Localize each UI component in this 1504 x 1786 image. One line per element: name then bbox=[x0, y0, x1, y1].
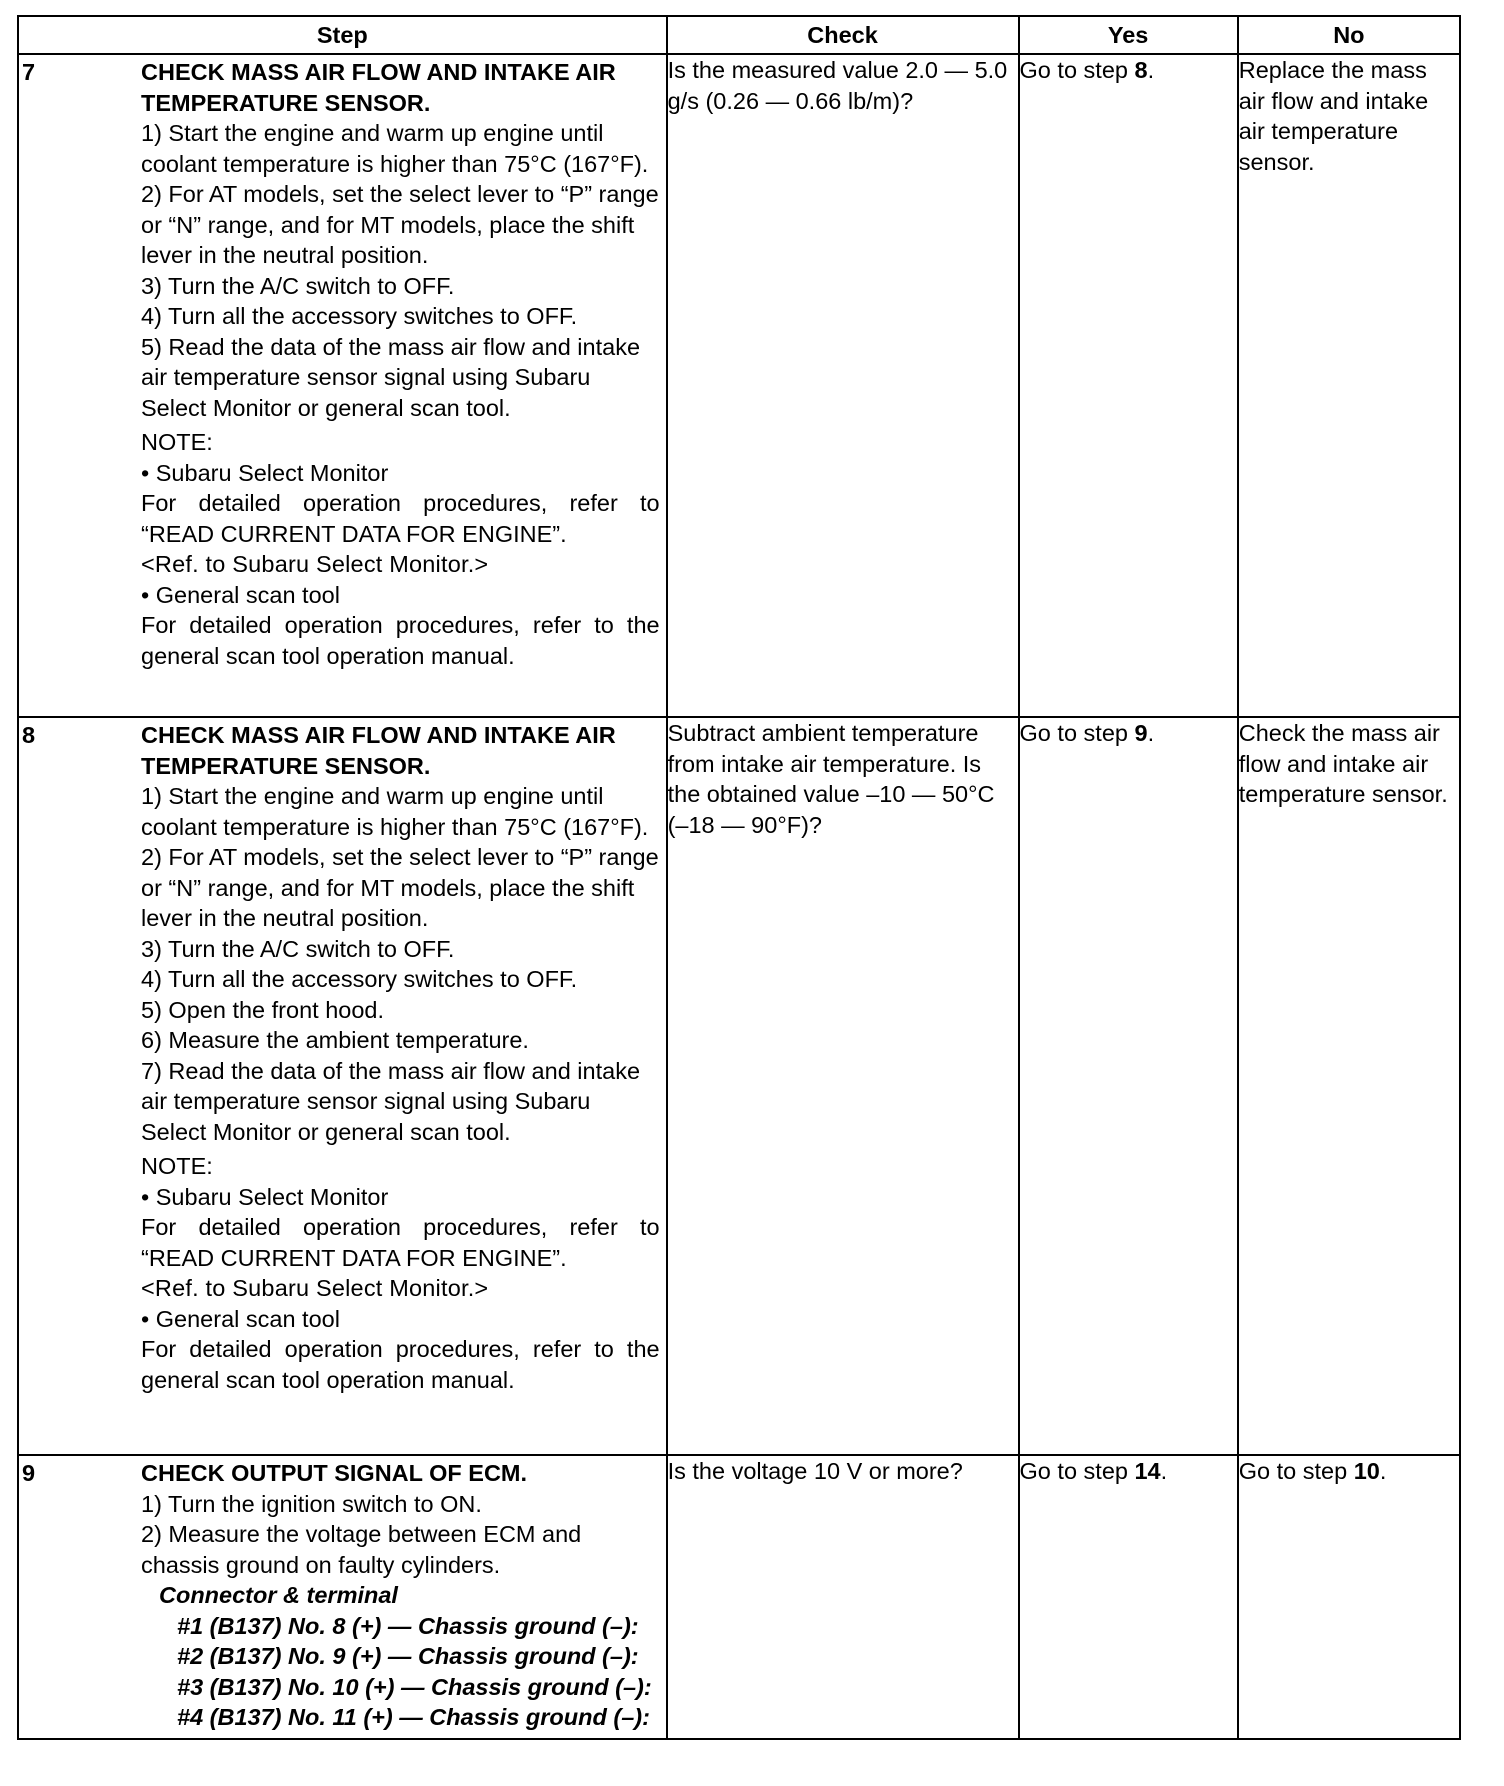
step-instruction: 5) Read the data of the mass air flow and intake air temperature sensor signal using Subaru Select Monitor or general scan tool. bbox=[141, 333, 641, 421]
step-instruction: 6) Measure the ambient temperature. bbox=[141, 1027, 529, 1053]
yes-step-number: 9 bbox=[1134, 720, 1148, 746]
step-number: 8 bbox=[22, 722, 36, 748]
step-instruction: 2) Measure the voltage between ECM and chassis ground on faulty cylinders. bbox=[141, 1521, 582, 1578]
reference-text: <Ref. to Subaru Select Monitor.> bbox=[141, 1275, 489, 1301]
step-title-line-1: CHECK MASS AIR FLOW AND INTAKE AIR bbox=[141, 722, 616, 748]
yes-cell: Go to step 9. bbox=[1019, 717, 1238, 1455]
step-instruction: 1) Turn the ignition switch to ON. bbox=[141, 1490, 482, 1517]
yes-text: Go to step bbox=[1019, 1458, 1135, 1484]
connector-terminal: #3 (B137) No. 10 (+) — Chassis ground (–): bbox=[177, 1673, 652, 1700]
connector-terminal: #4 (B137) No. 11 (+) — Chassis ground (–): bbox=[177, 1704, 650, 1730]
check-cell: Is the measured value 2.0 — 5.0 g/s (0.26 — 0.66 lb/m)? bbox=[667, 54, 1019, 717]
table-row bbox=[18, 54, 1460, 717]
header-no: No bbox=[1238, 16, 1460, 54]
no-cell: Replace the mass air flow and intake air temperature sensor. bbox=[1238, 54, 1460, 717]
step-instruction: 1) Start the engine and warm up engine until coolant temperature is higher than 75°C (167°F). bbox=[141, 120, 649, 177]
step-instruction: 3) Turn the A/C switch to OFF. bbox=[141, 272, 455, 299]
step-number: 7 bbox=[22, 59, 36, 85]
header-step: Step bbox=[18, 16, 667, 54]
diagnostic-table bbox=[17, 15, 1461, 1740]
step-instruction: 3) Turn the A/C switch to OFF. bbox=[141, 935, 455, 962]
header-check: Check bbox=[667, 16, 1019, 54]
step-title-line-2: TEMPERATURE SENSOR. bbox=[141, 89, 431, 116]
header-yes: Yes bbox=[1019, 16, 1238, 54]
connector-terminal: #1 (B137) No. 8 (+) — Chassis ground (–): bbox=[177, 1612, 639, 1639]
step-title-line-1: CHECK MASS AIR FLOW AND INTAKE AIR bbox=[141, 59, 616, 85]
step-number: 9 bbox=[22, 1460, 36, 1486]
note-paragraph: For detailed operation procedures, refer to “READ CURRENT DATA FOR ENGINE”. bbox=[141, 1214, 660, 1271]
check-cell: Is the voltage 10 V or more? bbox=[667, 1455, 1019, 1739]
note-paragraph: For detailed operation procedures, refer to “READ CURRENT DATA FOR ENGINE”. bbox=[141, 490, 660, 547]
no-step-number: 10 bbox=[1353, 1458, 1380, 1484]
step-cell bbox=[18, 717, 667, 1455]
step-cell bbox=[18, 1455, 667, 1739]
yes-text: Go to step bbox=[1019, 57, 1135, 83]
step-title: CHECK OUTPUT SIGNAL OF ECM. bbox=[141, 1460, 528, 1486]
note-paragraph: For detailed operation procedures, refer to the general scan tool operation manual. bbox=[141, 612, 660, 669]
note-label: NOTE: bbox=[141, 429, 213, 455]
connector-terminal: #2 (B137) No. 9 (+) — Chassis ground (–): bbox=[177, 1643, 639, 1669]
connector-heading: Connector & terminal bbox=[159, 1582, 398, 1608]
note-paragraph: For detailed operation procedures, refer to the general scan tool operation manual. bbox=[141, 1336, 660, 1393]
yes-step-number: 8 bbox=[1134, 57, 1148, 83]
step-instruction: 5) Open the front hood. bbox=[141, 996, 384, 1023]
no-cell: Check the mass air flow and intake air temperature sensor. bbox=[1238, 717, 1460, 1455]
step-instruction: 4) Turn all the accessory switches to OFF. bbox=[141, 966, 578, 992]
note-bullet: • Subaru Select Monitor bbox=[141, 459, 389, 486]
note-bullet: • General scan tool bbox=[141, 1305, 340, 1332]
table-row bbox=[18, 1455, 1460, 1739]
yes-step-number: 14 bbox=[1134, 1458, 1161, 1484]
note-bullet: • General scan tool bbox=[141, 581, 340, 608]
header-row bbox=[18, 16, 1460, 54]
note-label: NOTE: bbox=[141, 1153, 213, 1179]
yes-cell: Go to step 8. bbox=[1019, 54, 1238, 717]
check-cell: Subtract ambient temperature from intake air temperature. Is the obtained value –10 — 50°C (–18 — 90°F)? bbox=[667, 717, 1019, 1455]
step-cell bbox=[18, 54, 667, 717]
reference-text: <Ref. to Subaru Select Monitor.> bbox=[141, 551, 489, 577]
note-bullet: • Subaru Select Monitor bbox=[141, 1183, 389, 1210]
step-instruction: 1) Start the engine and warm up engine until coolant temperature is higher than 75°C (167°F). bbox=[141, 783, 649, 840]
table-row bbox=[18, 717, 1460, 1455]
no-cell: Go to step 10. bbox=[1238, 1455, 1460, 1739]
yes-text: Go to step bbox=[1019, 720, 1135, 746]
step-instruction: 2) For AT models, set the select lever to “P” range or “N” range, and for MT models, place the shift lever in the neutral position. bbox=[141, 181, 659, 268]
step-instruction: 4) Turn all the accessory switches to OFF. bbox=[141, 303, 578, 329]
step-title-line-2: TEMPERATURE SENSOR. bbox=[141, 752, 431, 779]
yes-cell: Go to step 14. bbox=[1019, 1455, 1238, 1739]
no-text: Go to step bbox=[1238, 1458, 1354, 1484]
step-instruction: 2) For AT models, set the select lever to “P” range or “N” range, and for MT models, place the shift lever in the neutral position. bbox=[141, 844, 659, 931]
step-instruction: 7) Read the data of the mass air flow and intake air temperature sensor signal using Subaru Select Monitor or general scan tool. bbox=[141, 1057, 641, 1145]
